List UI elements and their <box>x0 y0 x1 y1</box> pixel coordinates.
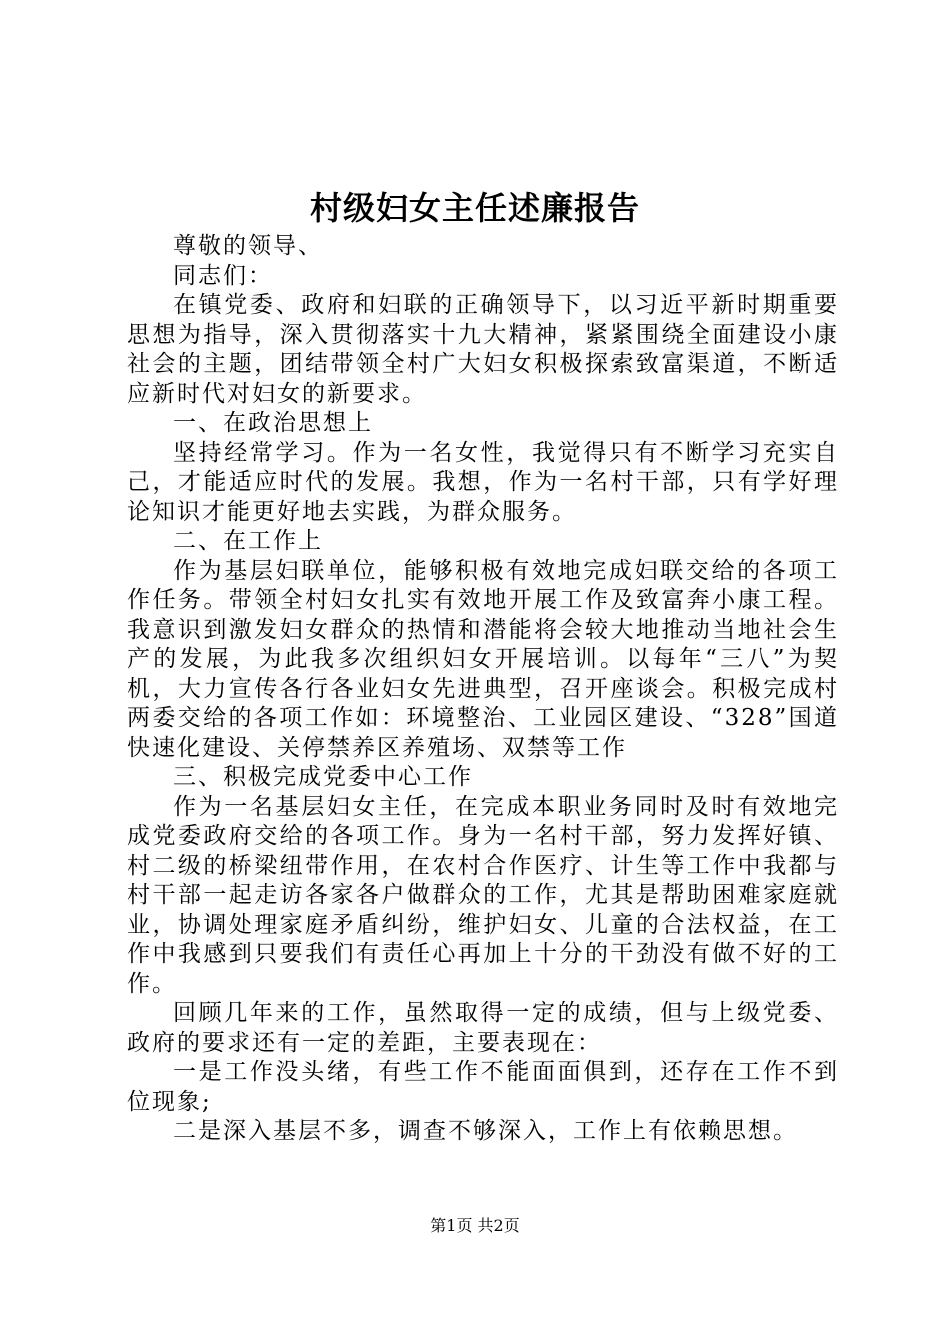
section-heading-2: 二、在工作上 <box>173 528 323 554</box>
page-footer: 第1页 共2页 <box>430 1216 520 1235</box>
section-paragraph-1: 坚持经常学习。作为一名女性，我觉得只有不断学习充实自己，才能适应时代的发展。我想，作为一名村干部，只有学好理论知识才能更好地去实践，为群众服务。 <box>127 439 839 525</box>
section-heading-3: 三、积极完成党委中心工作 <box>173 764 473 790</box>
intro-paragraph: 在镇党委、政府和妇联的正确领导下，以习近平新时期重要思想为指导，深入贯彻落实十九大精神，紧紧围绕全面建设小康社会的主题，团结带领全村广大妇女积极探索致富渠道，不断适应新时代对妇女的新要求。 <box>127 292 839 407</box>
review-paragraph: 回顾几年来的工作，虽然取得一定的成绩，但与上级党委、政府的要求还有一定的差距，主要表现在： <box>127 1000 839 1056</box>
shortcoming-item-2: 二是深入基层不多，调查不够深入，工作上有依赖思想。 <box>173 1118 798 1144</box>
salutation-line-1: 尊敬的领导、 <box>173 233 323 259</box>
salutation-line-2: 同志们： <box>173 262 273 289</box>
document-title: 村级妇女主任述廉报告 <box>309 189 640 227</box>
section-heading-1: 一、在政治思想上 <box>173 410 373 436</box>
document-body <box>127 232 839 1147</box>
section-paragraph-3: 作为一名基层妇女主任，在完成本职业务同时及时有效地完成党委政府交给的各项工作。身为一名村干部，努力发挥好镇、村二级的桥梁纽带作用，在农村合作医疗、计生等工作中我都与村干部一起走访各家各户做群众的工作，尤其是帮助困难家庭就业，协调处理家庭矛盾纠纷，维护妇女、儿童的合法权益，在工作中我感到只要我们有责任心再加上十分的干劲没有做不好的工作。 <box>127 793 839 997</box>
section-paragraph-2: 作为基层妇联单位，能够积极有效地完成妇联交给的各项工作任务。带领全村妇女扎实有效地开展工作及致富奔小康工程。我意识到激发妇女群众的热情和潜能将会较大地推动当地社会生产的发展，为此我多次组织妇女开展培训。以每年“三八”为契机，大力宣传各行各业妇女先进典型，召开座谈会。积极完成村两委交给的各项工作如：环境整治、工业园区建设、“328”国道快速化建设、关停禁养区养殖场、双禁等工作 <box>127 557 839 761</box>
shortcoming-item-1: 一是工作没头绪，有些工作不能面面俱到，还存在工作不到位现象; <box>127 1059 839 1115</box>
